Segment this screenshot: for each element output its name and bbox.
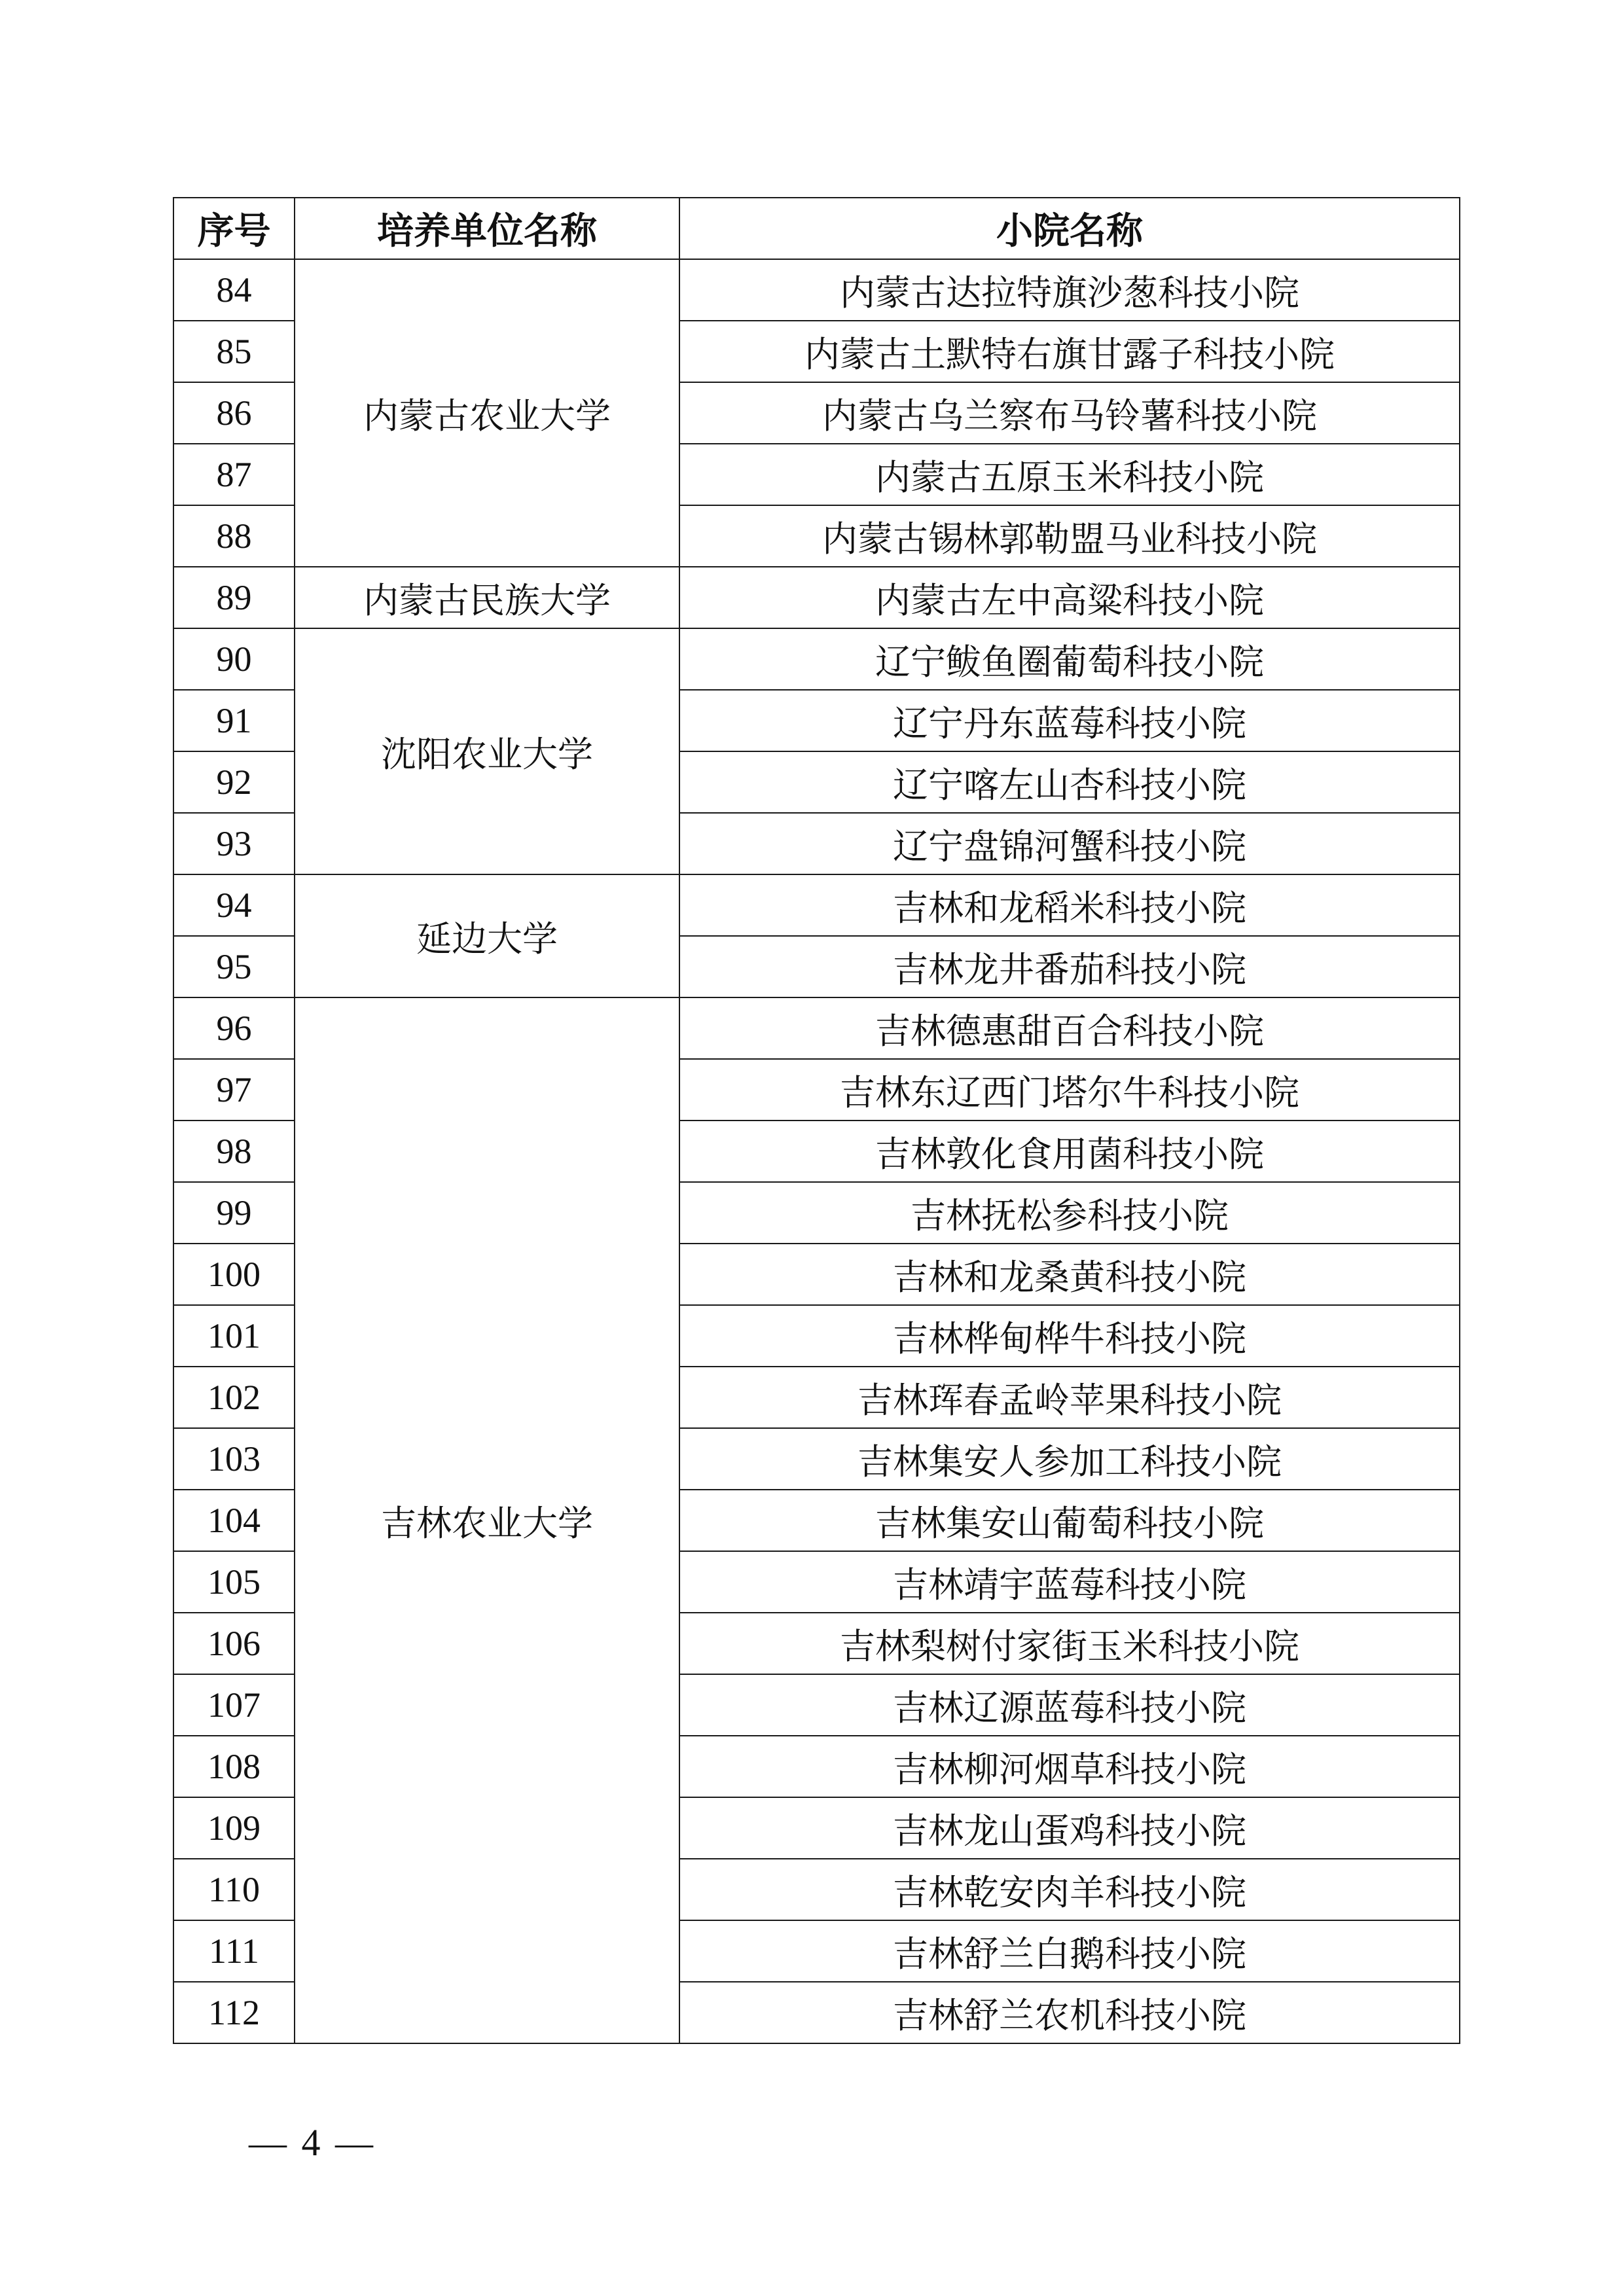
- yard-name: 吉林抚松参科技小院: [679, 1182, 1460, 1244]
- row-seq-number: 94: [173, 874, 295, 936]
- yard-name: 辽宁丹东蓝莓科技小院: [679, 690, 1460, 751]
- yard-name: 吉林敦化食用菌科技小院: [679, 1121, 1460, 1182]
- table-row: [173, 874, 1460, 936]
- yard-name: 吉林辽源蓝莓科技小院: [679, 1674, 1460, 1736]
- yard-name: 吉林和龙稻米科技小院: [679, 874, 1460, 936]
- yard-name: 吉林龙井番茄科技小院: [679, 936, 1460, 997]
- yard-name: 吉林东辽西门塔尔牛科技小院: [679, 1059, 1460, 1121]
- row-seq-number: 84: [173, 259, 295, 321]
- yard-list-table: [173, 197, 1460, 2044]
- training-unit-name: 延边大学: [295, 874, 679, 997]
- yard-name: 内蒙古乌兰察布马铃薯科技小院: [679, 382, 1460, 444]
- table-row: [173, 997, 1460, 1059]
- training-unit-name: 内蒙古农业大学: [295, 259, 679, 567]
- header-unit: 培养单位名称: [295, 198, 679, 259]
- yard-name: 吉林靖宇蓝莓科技小院: [679, 1551, 1460, 1613]
- row-seq-number: 111: [173, 1920, 295, 1982]
- yard-name: 吉林乾安肉羊科技小院: [679, 1859, 1460, 1920]
- row-seq-number: 103: [173, 1428, 295, 1490]
- table-row: [173, 567, 1460, 628]
- row-seq-number: 100: [173, 1244, 295, 1305]
- table-row: [173, 628, 1460, 690]
- yard-name: 内蒙古达拉特旗沙葱科技小院: [679, 259, 1460, 321]
- row-seq-number: 88: [173, 505, 295, 567]
- row-seq-number: 99: [173, 1182, 295, 1244]
- yard-name: 吉林梨树付家街玉米科技小院: [679, 1613, 1460, 1674]
- header-row: [173, 198, 1460, 259]
- yard-name: 吉林桦甸桦牛科技小院: [679, 1305, 1460, 1367]
- row-seq-number: 105: [173, 1551, 295, 1613]
- yard-name: 辽宁盘锦河蟹科技小院: [679, 813, 1460, 874]
- row-seq-number: 104: [173, 1490, 295, 1551]
- row-seq-number: 102: [173, 1367, 295, 1428]
- row-seq-number: 91: [173, 690, 295, 751]
- page-number: — 4 —: [249, 2121, 376, 2164]
- training-unit-name: 吉林农业大学: [295, 997, 679, 2043]
- row-seq-number: 90: [173, 628, 295, 690]
- row-seq-number: 96: [173, 997, 295, 1059]
- yard-name: 内蒙古五原玉米科技小院: [679, 444, 1460, 505]
- yard-name: 吉林舒兰农机科技小院: [679, 1982, 1460, 2043]
- row-seq-number: 93: [173, 813, 295, 874]
- yard-name: 吉林龙山蛋鸡科技小院: [679, 1797, 1460, 1859]
- header-seq: 序号: [173, 198, 295, 259]
- row-seq-number: 110: [173, 1859, 295, 1920]
- yard-name: 辽宁鲅鱼圈葡萄科技小院: [679, 628, 1460, 690]
- row-seq-number: 112: [173, 1982, 295, 2043]
- table-body: [173, 259, 1460, 2043]
- yard-name: 吉林和龙桑黄科技小院: [679, 1244, 1460, 1305]
- row-seq-number: 95: [173, 936, 295, 997]
- row-seq-number: 89: [173, 567, 295, 628]
- row-seq-number: 85: [173, 321, 295, 382]
- row-seq-number: 98: [173, 1121, 295, 1182]
- yard-name: 辽宁喀左山杏科技小院: [679, 751, 1460, 813]
- yard-name: 吉林舒兰白鹅科技小院: [679, 1920, 1460, 1982]
- row-seq-number: 86: [173, 382, 295, 444]
- row-seq-number: 97: [173, 1059, 295, 1121]
- row-seq-number: 109: [173, 1797, 295, 1859]
- yard-name: 吉林柳河烟草科技小院: [679, 1736, 1460, 1797]
- row-seq-number: 87: [173, 444, 295, 505]
- header-yard: 小院名称: [679, 198, 1460, 259]
- yard-name: 内蒙古土默特右旗甘露子科技小院: [679, 321, 1460, 382]
- table-row: [173, 259, 1460, 321]
- row-seq-number: 101: [173, 1305, 295, 1367]
- row-seq-number: 106: [173, 1613, 295, 1674]
- training-unit-name: 内蒙古民族大学: [295, 567, 679, 628]
- yard-name: 吉林德惠甜百合科技小院: [679, 997, 1460, 1059]
- yard-name: 内蒙古左中高粱科技小院: [679, 567, 1460, 628]
- training-unit-name: 沈阳农业大学: [295, 628, 679, 874]
- row-seq-number: 107: [173, 1674, 295, 1736]
- yard-name: 吉林珲春孟岭苹果科技小院: [679, 1367, 1460, 1428]
- yard-name: 内蒙古锡林郭勒盟马业科技小院: [679, 505, 1460, 567]
- yard-name: 吉林集安山葡萄科技小院: [679, 1490, 1460, 1551]
- yard-name: 吉林集安人参加工科技小院: [679, 1428, 1460, 1490]
- row-seq-number: 92: [173, 751, 295, 813]
- row-seq-number: 108: [173, 1736, 295, 1797]
